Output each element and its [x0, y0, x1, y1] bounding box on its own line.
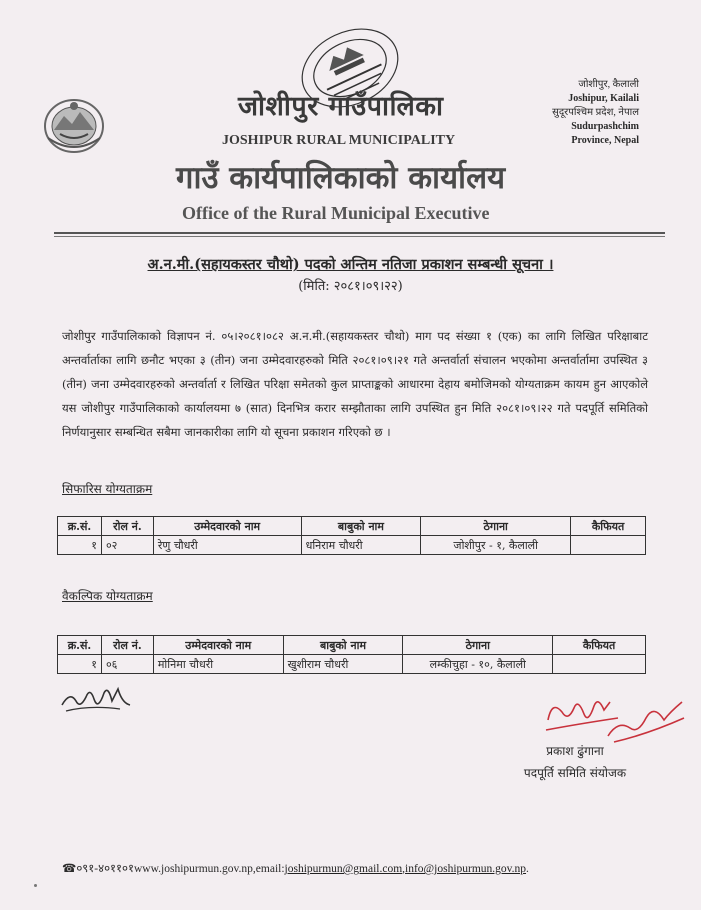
table-header-row [58, 517, 646, 536]
table-cell [553, 655, 646, 674]
notice-date: (मिति: २०८१।०९।२२) [298, 279, 403, 294]
notice-title: अ.न.मी.(सहायकस्तर चौथो) पदको अन्तिम नतिजा प्रकाशन सम्बन्धी सूचना । [147, 256, 554, 273]
header-divider-thin [54, 236, 665, 237]
website-text: www.joshipurmun.gov.np,email: [133, 863, 285, 875]
phone-number: ☎०९१-४०११०१ [62, 863, 134, 875]
table-cell: रेणु चौधरी [153, 536, 301, 555]
notice-body: जोशीपुर गाउँपालिकाको विज्ञापन नं. ०५।२०८१।०८२ अ.न.मी.(सहायकस्तर चौथो) माग पद संख्या १ (एक) का लागि लिखित परिक्षाबाट अन्तर्वार्ताका लागि छनौट भएका ३ (तीन) जना उम्मेदवारहरुको मिति २०८१।०९।२१ गते अन्तर्वार्ता संचालन भएकोमा अन्तर्वार्तामा उपस्थित ३ (तीन) जना उम्मेदवारहरुको अन्तर्वार्ता र लिखित परिक्षा समेतको कुल प्राप्ताङ्कको आधारमा देहाय बमोजिमको योग्यताक्रम कायम हुन आएकोले यस जोशीपुर गाउँपालिकाको कार्यालयमा ७ (सात) दिनभित्र करार सम्झौताका लागि उपस्थित हुन मिति २०८१।०९।२२ गते पदपूर्ति समितिको निर्णयानुसार सम्बन्धित सबैमा जानकारीका लागि यो सूचना प्रकाशन गरिएको छ । [62, 329, 648, 439]
table-cell: जोशीपुर - १, कैलाली [421, 536, 571, 555]
recommended-table [57, 516, 646, 555]
table-cell: ०२ [101, 536, 153, 555]
footer-contact: ☎०९१-४०११०१www.joshipurmun.gov.np,email:joshipurmun@gmail.com,info@joshipurmun.gov.np. [62, 863, 529, 875]
header-divider [54, 232, 665, 234]
table-header-cell: रोल नं. [101, 517, 153, 536]
table-header-row [58, 636, 646, 655]
address-line: Joshipur, Kailali [568, 93, 639, 104]
table-row [58, 536, 646, 555]
table-header-cell: ठेगाना [403, 636, 553, 655]
table-cell: लम्कीचुहा - १०, कैलाली [403, 655, 553, 674]
table-header-cell: उम्मेदवारको नाम [153, 636, 283, 655]
municipality-name-english: JOSHIPUR RURAL MUNICIPALITY [222, 133, 456, 148]
table-header-cell: कैफियत [571, 517, 646, 536]
address-line: Province, Nepal [571, 135, 639, 146]
signatory-block [505, 740, 645, 784]
office-address [509, 78, 639, 148]
municipality-name-nepali: जोशीपुर गाउँपालिका [238, 91, 444, 122]
alternative-heading: वैकल्पिक योग्यताक्रम [62, 589, 153, 603]
table-header-cell: बाबुको नाम [301, 517, 421, 536]
office-name-nepali: गाउँ कार्यपालिकाको कार्यालय [176, 160, 506, 196]
handwritten-initials [60, 683, 140, 715]
address-line: सुदूरपश्चिम प्रदेश, नेपाल [552, 107, 639, 118]
table-header-cell: क्र.सं. [58, 636, 102, 655]
table-header-cell: बाबुको नाम [283, 636, 403, 655]
email-link-primary[interactable]: joshipurmun@gmail.com [284, 863, 403, 875]
table-cell: १ [58, 536, 102, 555]
office-name-english: Office of the Rural Municipal Executive [182, 203, 490, 223]
table-header-cell: ठेगाना [421, 517, 571, 536]
table-header-cell: क्र.सं. [58, 517, 102, 536]
signatory-name: प्रकाश ढुंगाना [546, 744, 604, 758]
table-header-cell: कैफियत [553, 636, 646, 655]
table-cell: ०६ [101, 655, 153, 674]
email-link-info[interactable]: info@joshipurmun.gov.np [405, 863, 527, 875]
scan-speck [34, 884, 37, 887]
address-line: जोशीपुर, कैलाली [578, 79, 639, 90]
alternative-table [57, 635, 646, 674]
signatory-title: पदपूर्ति समिति संयोजक [523, 766, 627, 780]
address-line: Sudurpashchim [571, 121, 639, 132]
table-cell: खुशीराम चौधरी [283, 655, 403, 674]
table-header-cell: रोल नं. [101, 636, 153, 655]
table-cell [571, 536, 646, 555]
table-cell: धनिराम चौधरी [301, 536, 421, 555]
table-row [58, 655, 646, 674]
nepal-emblem-logo [42, 96, 106, 154]
table-cell: १ [58, 655, 102, 674]
table-header-cell: उम्मेदवारको नाम [153, 517, 301, 536]
recommended-heading: सिफारिस योग्यताक्रम [62, 482, 153, 496]
table-cell: मोनिमा चौधरी [153, 655, 283, 674]
